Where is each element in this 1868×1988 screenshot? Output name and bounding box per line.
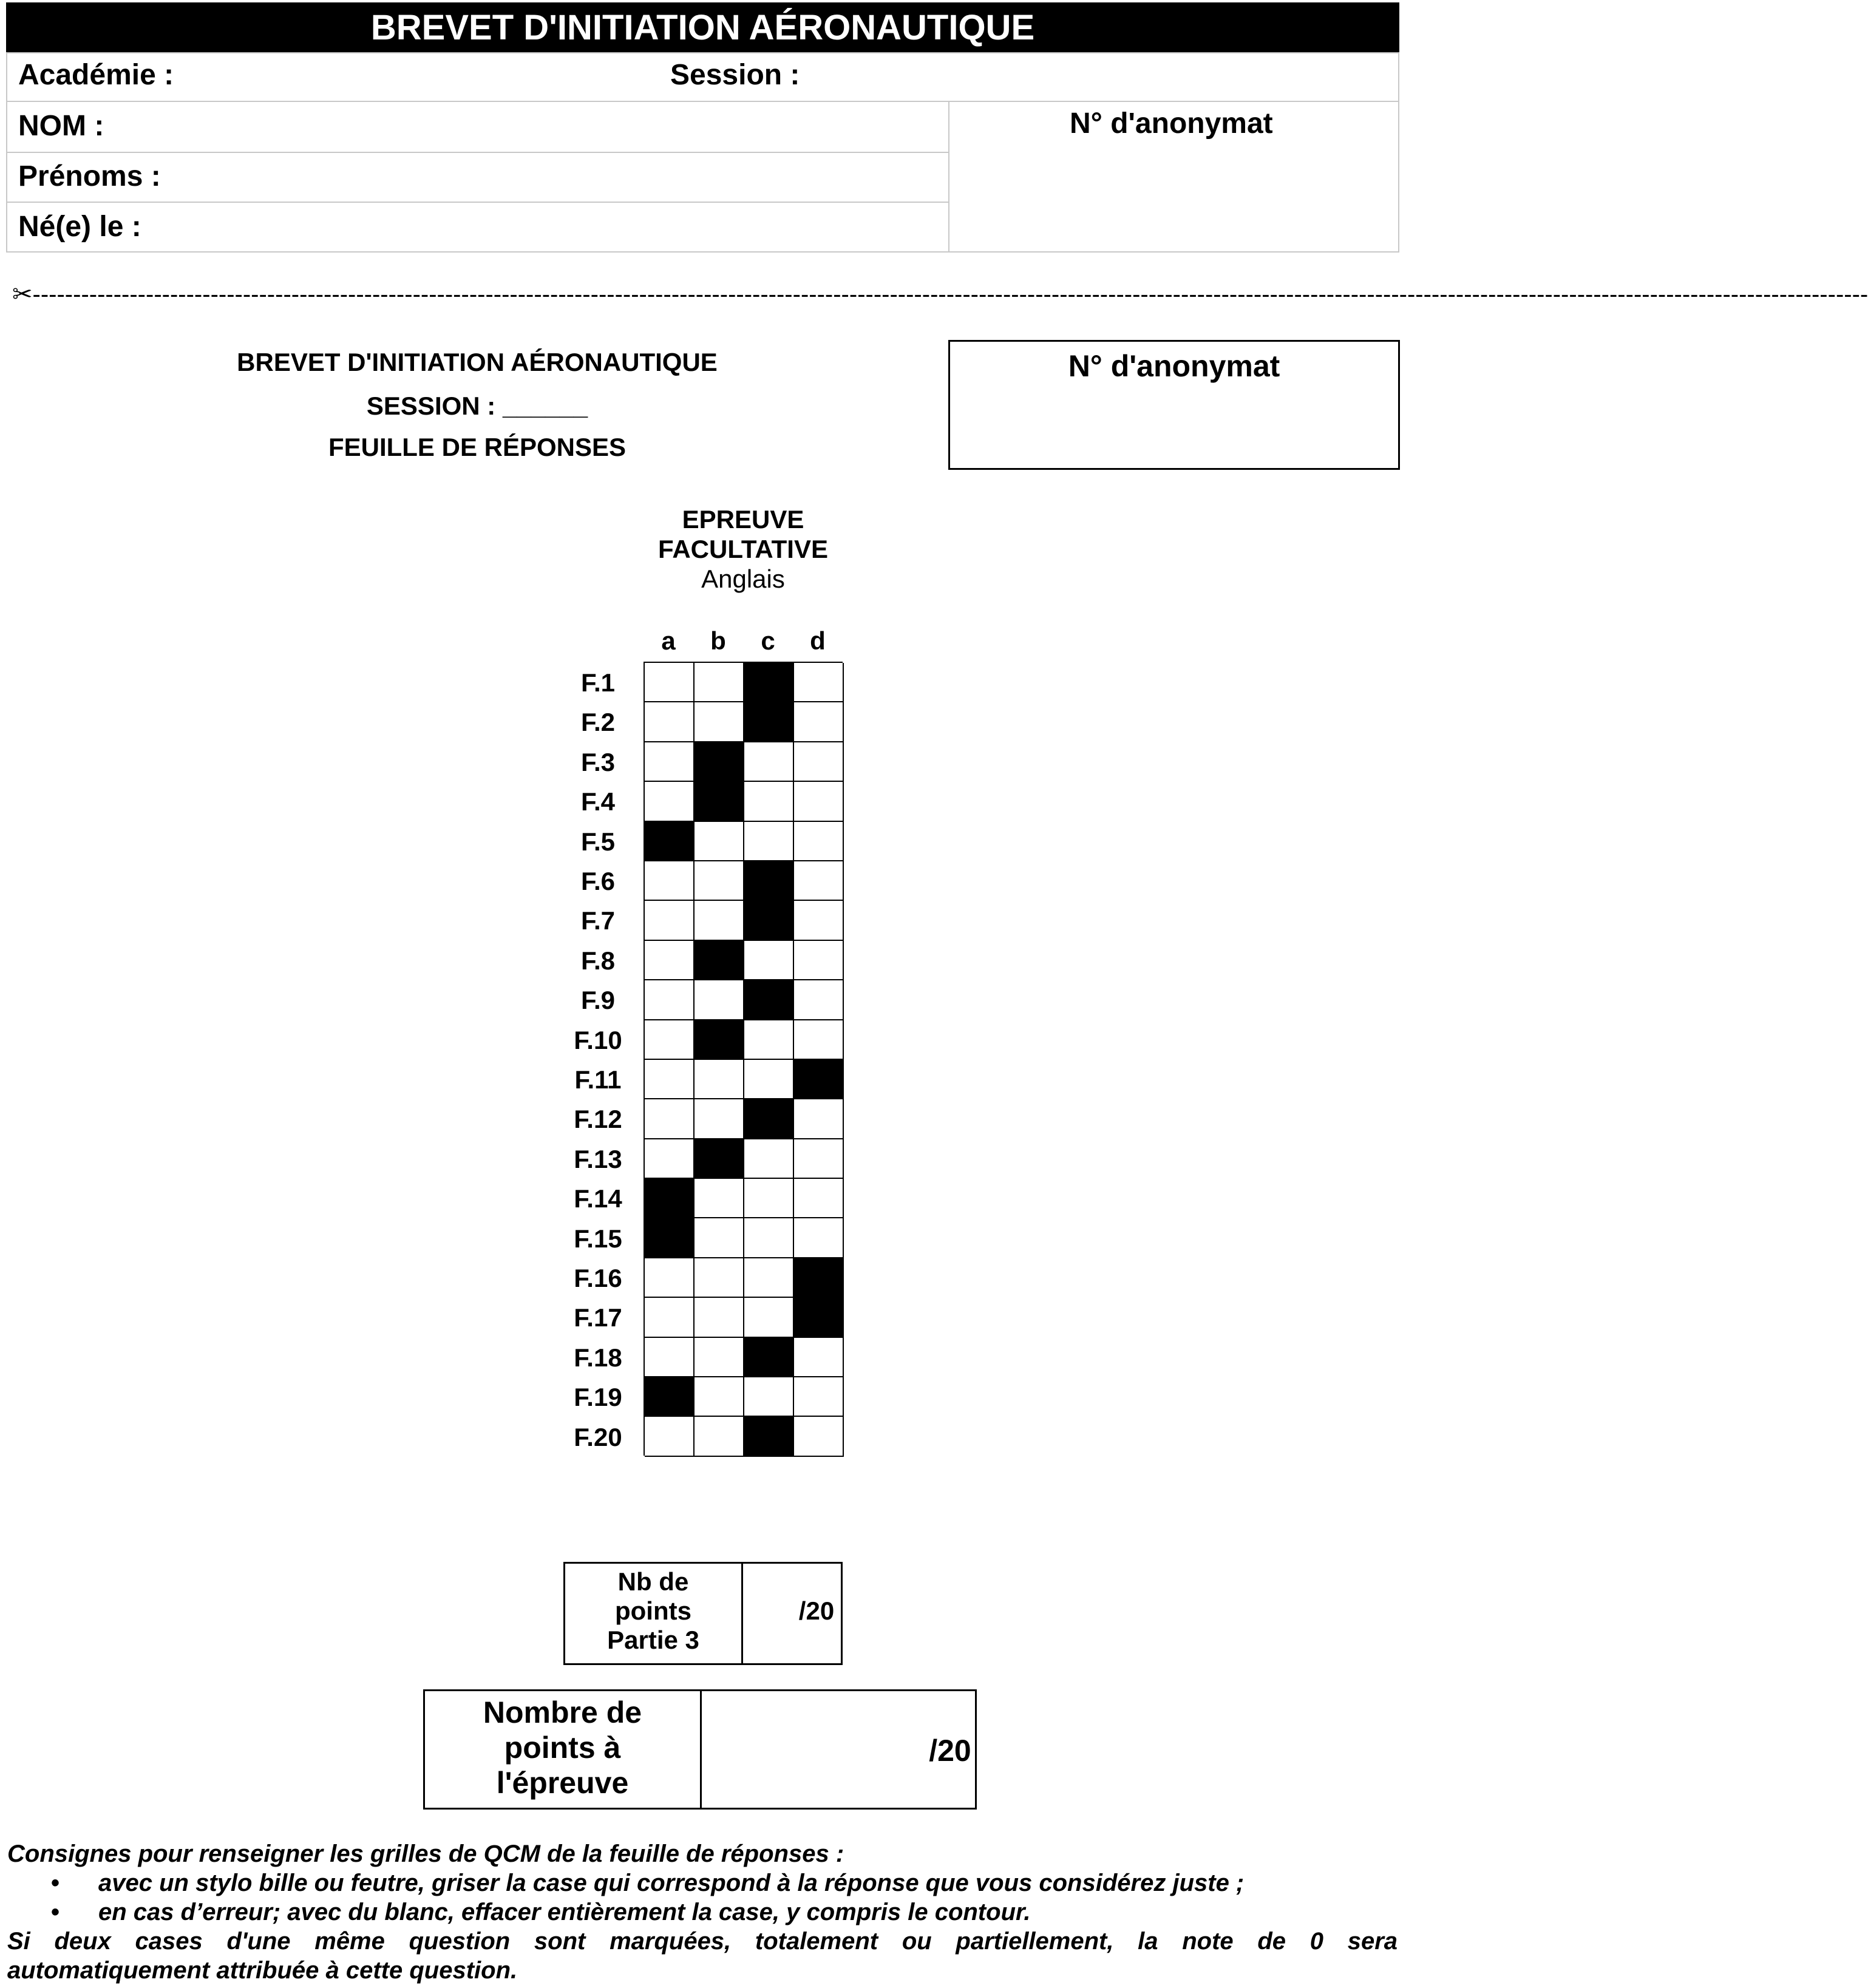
answer-cell-f14-d[interactable] (794, 1179, 844, 1218)
answer-cell-f5-a[interactable] (645, 822, 695, 861)
answer-cell-f6-d[interactable] (794, 861, 844, 901)
question-label: F.14 (574, 1184, 622, 1213)
answer-cell-f4-a[interactable] (645, 782, 695, 821)
answer-cell-f7-c[interactable] (744, 901, 794, 940)
divider (6, 152, 949, 153)
nom-label: NOM : (18, 110, 104, 142)
answer-cell-f11-a[interactable] (645, 1060, 695, 1099)
answer-cell-f3-d[interactable] (794, 742, 844, 782)
bullet-icon: • (51, 1870, 60, 1896)
score-total-label-line: l'épreuve (496, 1766, 629, 1800)
answer-cell-f19-c[interactable] (744, 1377, 794, 1417)
score-part-label-line: Nb de (617, 1567, 689, 1596)
answer-cell-f8-d[interactable] (794, 941, 844, 980)
prenoms-label: Prénoms : (18, 160, 161, 192)
answer-cell-f15-c[interactable] (744, 1218, 794, 1258)
form-title: BREVET D'INITIATION AÉRONAUTIQUE (6, 2, 1399, 53)
answer-cell-f14-c[interactable] (744, 1179, 794, 1218)
divider (6, 202, 949, 203)
answer-cell-f18-b[interactable] (695, 1338, 744, 1377)
answer-cell-f9-b[interactable] (695, 980, 744, 1020)
answer-cell-f2-b[interactable] (695, 702, 744, 742)
question-label: F.15 (574, 1224, 622, 1253)
answer-cell-f6-b[interactable] (695, 861, 744, 901)
answer-cell-f8-b[interactable] (695, 941, 744, 980)
answer-cell-f12-a[interactable] (645, 1099, 695, 1139)
answer-cell-f5-d[interactable] (794, 822, 844, 861)
answer-cell-f16-c[interactable] (744, 1258, 794, 1298)
question-label: F.5 (580, 827, 616, 856)
question-label: F.6 (580, 867, 616, 895)
answer-sheet-session: SESSION : ______ (366, 392, 588, 420)
answer-cell-f17-a[interactable] (645, 1298, 695, 1337)
question-label: F.4 (580, 787, 616, 816)
instruction-bullet: en cas d’erreur; avec du blanc, effacer entièrement la case, y compris le contour. (98, 1899, 1031, 1925)
score-total-label-line: Nombre de (483, 1695, 642, 1729)
answer-grid (644, 662, 843, 1456)
answer-cell-f12-b[interactable] (695, 1099, 744, 1139)
cut-line (12, 280, 1868, 311)
answer-cell-f11-b[interactable] (695, 1060, 744, 1099)
question-label: F.8 (580, 946, 616, 975)
answer-cell-f14-b[interactable] (695, 1179, 744, 1218)
answer-cell-f4-d[interactable] (794, 782, 844, 821)
answer-cell-f1-a[interactable] (645, 663, 695, 702)
answer-cell-f10-a[interactable] (645, 1020, 695, 1060)
divider (700, 1689, 702, 1810)
question-label: F.12 (574, 1105, 622, 1134)
session-label: Session : (670, 59, 800, 91)
answer-cell-f18-a[interactable] (645, 1338, 695, 1377)
grid-column-header: d (810, 626, 826, 655)
answer-cell-f19-a[interactable] (645, 1377, 695, 1417)
academie-label: Académie : (18, 59, 174, 91)
answer-sheet-title: BREVET D'INITIATION AÉRONAUTIQUE (237, 348, 718, 376)
question-label: F.11 (574, 1065, 622, 1094)
answer-cell-f13-d[interactable] (794, 1139, 844, 1179)
facultative-label: FACULTATIVE (658, 535, 828, 563)
score-total-label (425, 1695, 700, 1800)
answer-cell-f15-d[interactable] (794, 1218, 844, 1258)
answer-cell-f10-d[interactable] (794, 1020, 844, 1060)
answer-cell-f9-d[interactable] (794, 980, 844, 1020)
score-part-max: /20 (798, 1596, 835, 1625)
answer-cell-f3-a[interactable] (645, 742, 695, 782)
divider (948, 101, 949, 253)
answer-cell-f13-a[interactable] (645, 1139, 695, 1179)
answer-cell-f1-b[interactable] (695, 663, 744, 702)
answer-cell-f18-c[interactable] (744, 1338, 794, 1377)
answer-cell-f13-c[interactable] (744, 1139, 794, 1179)
answer-cell-f16-a[interactable] (645, 1258, 695, 1298)
question-label: F.17 (574, 1303, 622, 1332)
instructions-footer-line: Si deux cases d'une même question sont marquées, totalement ou partiellement, la note de 0 sera (7, 1928, 1398, 1955)
grid-column-header: c (761, 626, 775, 655)
answer-cell-f12-d[interactable] (794, 1099, 844, 1139)
dash-line: ----------------------------------------------------------------------------------------------------------------------------------------------------------------------------------------------------------------------------------- (32, 281, 1868, 308)
answer-cell-f5-b[interactable] (695, 822, 744, 861)
divider (6, 101, 1399, 102)
question-label: F.1 (580, 668, 616, 697)
answer-cell-f16-d[interactable] (794, 1258, 844, 1298)
answer-cell-f7-d[interactable] (794, 901, 844, 940)
answer-cell-f19-d[interactable] (794, 1377, 844, 1417)
score-part-label-line: Partie 3 (607, 1626, 699, 1654)
answer-cell-f17-d[interactable] (794, 1298, 844, 1337)
answer-cell-f15-a[interactable] (645, 1218, 695, 1258)
divider (741, 1562, 743, 1665)
answer-cell-f2-a[interactable] (645, 702, 695, 742)
answer-cell-f20-d[interactable] (794, 1417, 844, 1456)
answer-cell-f16-b[interactable] (695, 1258, 744, 1298)
score-part-label-line: points (615, 1596, 691, 1625)
anonymat-label: N° d'anonymat (1070, 107, 1273, 140)
grid-column-header: b (710, 626, 726, 655)
answer-cell-f10-b[interactable] (695, 1020, 744, 1060)
grid-column-header: a (661, 626, 676, 655)
question-label: F.19 (574, 1383, 622, 1412)
answer-cell-f9-a[interactable] (645, 980, 695, 1020)
question-label: F.16 (574, 1264, 622, 1292)
answer-cell-f20-c[interactable] (744, 1417, 794, 1456)
answer-cell-f10-c[interactable] (744, 1020, 794, 1060)
answer-cell-f11-d[interactable] (794, 1060, 844, 1099)
instructions-heading: Consignes pour renseigner les grilles de QCM de la feuille de réponses : (7, 1840, 844, 1867)
answer-cell-f2-c[interactable] (744, 702, 794, 742)
answer-cell-f15-b[interactable] (695, 1218, 744, 1258)
answer-cell-f14-a[interactable] (645, 1179, 695, 1218)
answer-cell-f20-a[interactable] (645, 1417, 695, 1456)
scissors-icon: ✂ (12, 281, 33, 308)
answer-cell-f5-c[interactable] (744, 822, 794, 861)
answer-cell-f18-d[interactable] (794, 1338, 844, 1377)
question-label: F.10 (574, 1025, 622, 1054)
score-total-label-line: points à (504, 1731, 621, 1765)
answer-sheet-subtitle: FEUILLE DE RÉPONSES (328, 433, 627, 461)
answer-cell-f12-c[interactable] (744, 1099, 794, 1139)
instructions-footer-line: automatiquement attribuée à cette question. (7, 1957, 518, 1984)
bullet-icon: • (51, 1899, 60, 1925)
question-label: F.20 (574, 1422, 622, 1451)
answer-cell-f6-c[interactable] (744, 861, 794, 901)
answer-cell-f8-c[interactable] (744, 941, 794, 980)
answer-cell-f17-c[interactable] (744, 1298, 794, 1337)
answer-cell-f17-b[interactable] (695, 1298, 744, 1337)
naissance-label: Né(e) le : (18, 211, 141, 243)
answer-cell-f13-b[interactable] (695, 1139, 744, 1179)
answer-cell-f9-c[interactable] (744, 980, 794, 1020)
subject-label: Anglais (701, 565, 785, 593)
answer-cell-f4-b[interactable] (695, 782, 744, 821)
instruction-bullet: avec un stylo bille ou feutre, griser la case qui correspond à la réponse que vous considérez juste ; (98, 1870, 1245, 1896)
answer-cell-f3-b[interactable] (695, 742, 744, 782)
answer-cell-f3-c[interactable] (744, 742, 794, 782)
score-total-max: /20 (929, 1734, 971, 1768)
answer-cell-f7-a[interactable] (645, 901, 695, 940)
answer-cell-f8-a[interactable] (645, 941, 695, 980)
answer-cell-f20-b[interactable] (695, 1417, 744, 1456)
score-part-label (565, 1567, 741, 1655)
question-label: F.3 (580, 747, 616, 776)
answer-cell-f1-d[interactable] (794, 663, 844, 702)
anonymat-box-label: N° d'anonymat (1068, 349, 1280, 383)
answer-cell-f11-c[interactable] (744, 1060, 794, 1099)
answer-cell-f2-d[interactable] (794, 702, 844, 742)
answer-cell-f7-b[interactable] (695, 901, 744, 940)
question-label: F.18 (574, 1343, 622, 1372)
epreuve-label: EPREUVE (682, 505, 804, 534)
question-label: F.7 (580, 906, 616, 935)
question-label: F.9 (580, 986, 616, 1015)
answer-cell-f4-c[interactable] (744, 782, 794, 821)
answer-cell-f1-c[interactable] (744, 663, 794, 702)
question-label: F.2 (580, 708, 616, 737)
question-label: F.13 (574, 1144, 622, 1173)
answer-cell-f6-a[interactable] (645, 861, 695, 901)
answer-cell-f19-b[interactable] (695, 1377, 744, 1417)
